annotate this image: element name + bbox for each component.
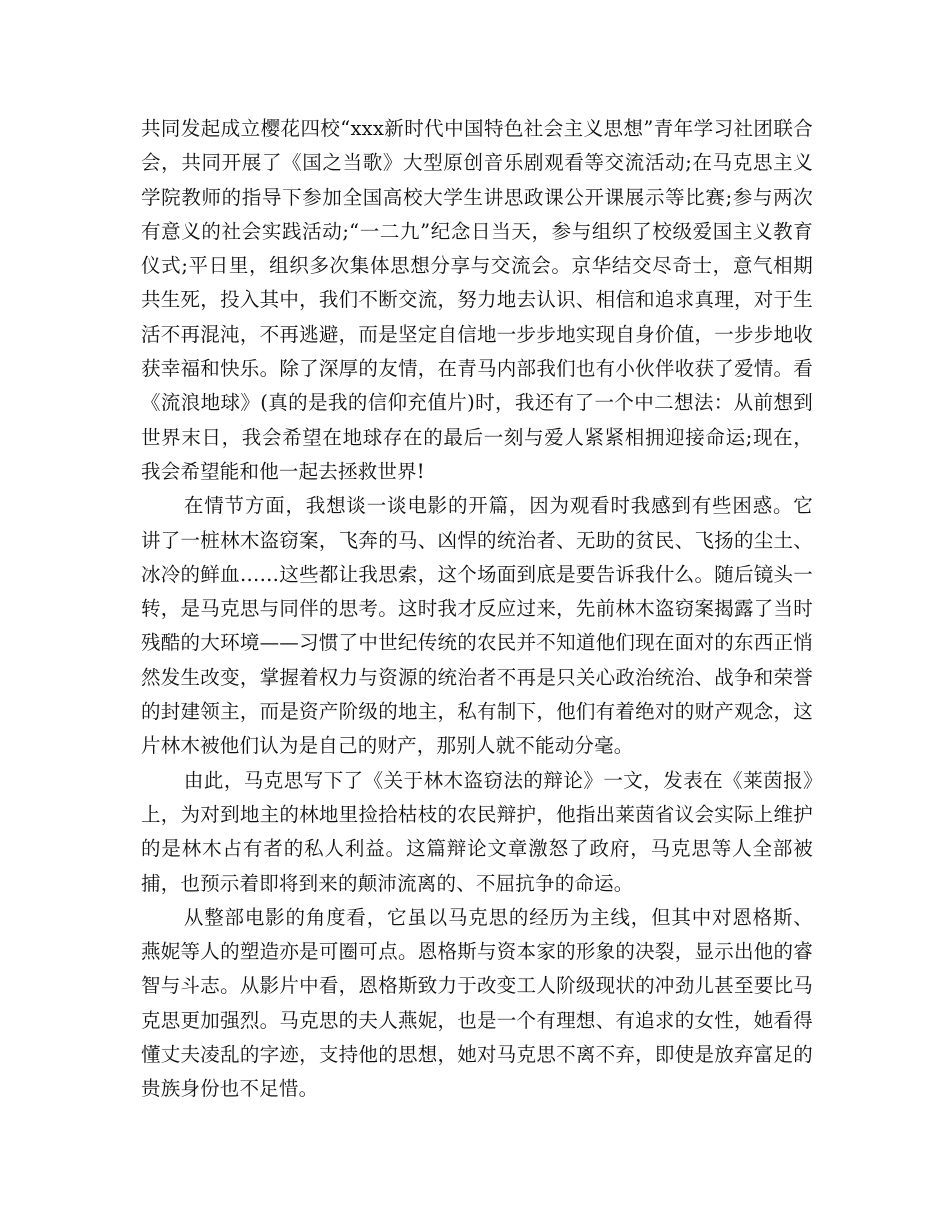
paragraph-continued: 共同发起成立樱花四校“xxx新时代中国特色社会主义思想”青年学习社团联合会，共同开展了《国之当歌》大型原创音乐剧观看等交流活动;在马克思主义学院教师的指导下参加全国高校大学生讲思政课公开课展示等比赛;参与两次有意义的社会实践活动;“一二九”纪念日当天，参与组织了校级爱国主义教育仪式;平日里，组织多次集体思想分享与交流会。京华结交尽奇士，意气相期共生死，投入其中，我们不断交流，努力地去认识、相信和追求真理，对于生活不再混沌，不再逃避，而是坚定自信地一步步地实现自身价值，一步步地收获幸福和快乐。除了深厚的友情，在青马内部我们也有小伙伴收获了爱情。看《流浪地球》(真的是我的信仰充值片)时，我还有了一个中二想法：从前想到世界末日，我会希望在地球存在的最后一刻与爱人紧紧相拥迎接命运;现在，我会希望能和他一起去拯救世界! xyxy=(141,117,813,483)
paragraph-forest-theft-debate: 由此，马克思写下了《关于林木盗窃法的辩论》一文，发表在《莱茵报》上，为对到地主的林地里捡拾枯枝的农民辩护，他指出莱茵省议会实际上维护的是林木占有者的私人利益。这篇辩论文章激怒了政府，马克思等人全部被捕，也预示着即将到来的颠沛流离的、不屈抗争的命运。 xyxy=(141,768,813,895)
paragraph-plot-opening: 在情节方面，我想谈一谈电影的开篇，因为观看时我感到有些困惑。它讲了一桩林木盗窃案，飞奔的马、凶悍的统治者、无助的贫民、飞扬的尘土、冰冷的鲜血……这些都让我思索，这个场面到底是要告诉我什么。随后镜头一转，是马克思与同伴的思考。这时我才反应过来，先前林木盗窃案揭露了当时残酷的大环境——习惯了中世纪传统的农民并不知道他们现在面对的东西正悄然发生改变，掌握着权力与资源的统治者不再是只关心政治统治、战争和荣誉的封建领主，而是资产阶级的地主，私有制下，他们有着绝对的财产观念，这片林木被他们认为是自己的财产，那别人就不能动分毫。 xyxy=(141,494,813,758)
paragraph-characters: 从整部电影的角度看，它虽以马克思的经历为主线，但其中对恩格斯、燕妮等人的塑造亦是可圈可点。恩格斯与资本家的形象的决裂，显示出他的睿智与斗志。从影片中看，恩格斯致力于改变工人阶级现状的冲劲儿甚至要比马克思更加强烈。马克思的夫人燕妮，也是一个有理想、有追求的女性，她看得懂丈夫凌乱的字迹，支持他的思想，她对马克思不离不弃，即使是放弃富足的贵族身份也不足惜。 xyxy=(141,905,813,1101)
document-body xyxy=(141,112,813,1107)
